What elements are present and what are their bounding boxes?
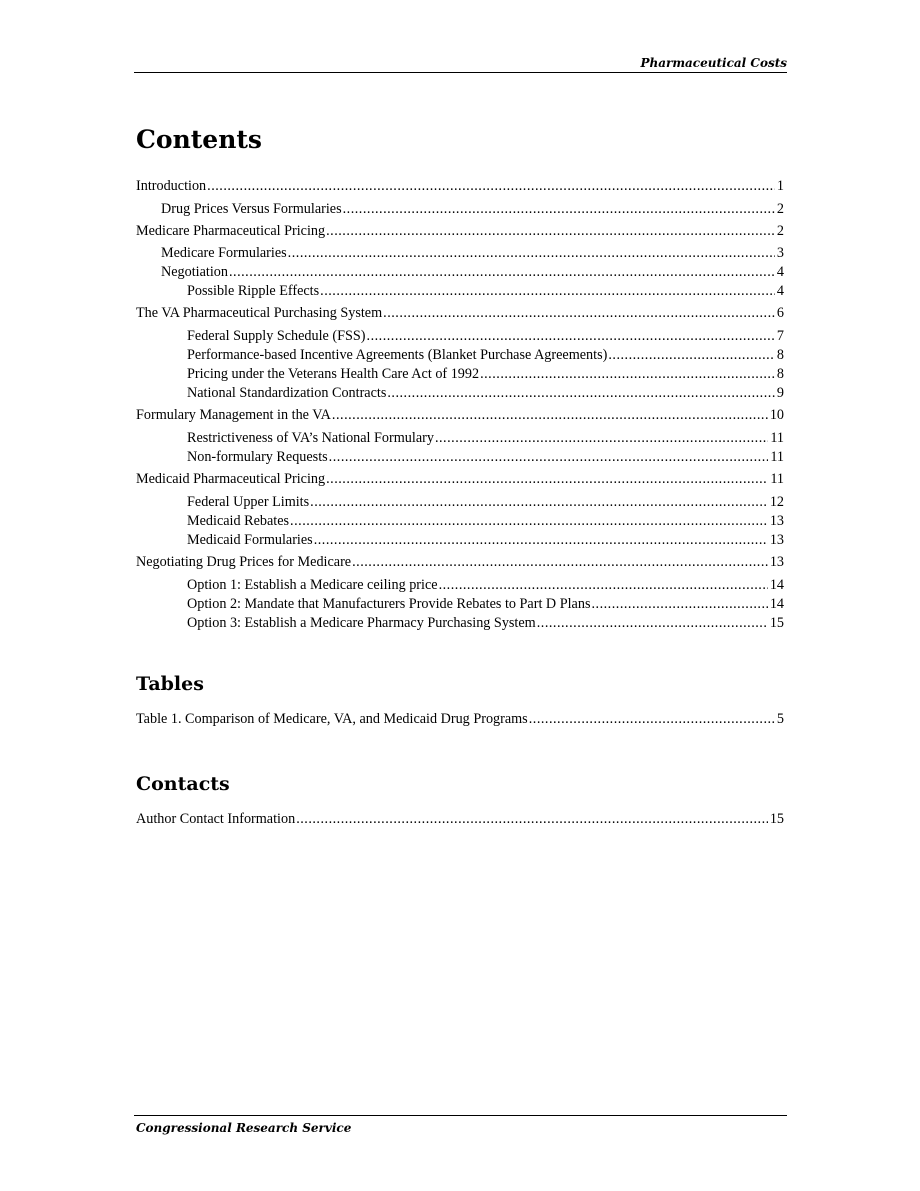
toc-leader-dots <box>332 406 768 424</box>
toc-entry-title: Federal Supply Schedule (FSS) <box>187 328 366 344</box>
toc-entry-formulary-management-in-va[interactable] <box>136 406 784 424</box>
toc-entry-table-1[interactable] <box>136 710 784 728</box>
toc-entry-medicare-pharmaceutical-pricing[interactable] <box>136 222 784 240</box>
contents-heading: Contents <box>136 125 263 154</box>
footer-rule <box>134 1115 787 1116</box>
toc-leader-dots <box>288 244 775 262</box>
toc-entry-medicaid-formularies[interactable] <box>187 531 784 549</box>
toc-entry-author-contact-information[interactable] <box>136 810 784 828</box>
toc-entry-page: 13 <box>769 513 784 529</box>
toc-entry-page: 4 <box>776 264 784 280</box>
toc-entry-page: 12 <box>769 494 784 510</box>
toc-entry-title: Federal Upper Limits <box>187 494 310 510</box>
toc-entry-title: Introduction <box>136 178 207 194</box>
toc-entry-page: 9 <box>776 385 784 401</box>
toc-leader-dots <box>320 282 775 300</box>
tables-heading: Tables <box>136 673 204 695</box>
toc-entry-restrictiveness-of-va-national-formulary[interactable] <box>187 429 784 447</box>
toc-entry-title: Author Contact Information <box>136 811 296 827</box>
toc-entry-title: Pricing under the Veterans Health Care Act of 1992 <box>187 366 480 382</box>
toc-entry-page: 5 <box>776 711 784 727</box>
toc-entry-page: 2 <box>776 223 784 239</box>
toc-leader-dots <box>229 263 775 281</box>
toc-entry-page: 13 <box>769 532 784 548</box>
toc-entry-negotiating-drug-prices-for-medicare[interactable] <box>136 553 784 571</box>
running-footer: Congressional Research Service <box>136 1121 352 1135</box>
toc-leader-dots <box>310 493 768 511</box>
toc-entry-title: Possible Ripple Effects <box>187 283 320 299</box>
toc-entry-va-pharmaceutical-purchasing-system[interactable] <box>136 304 784 322</box>
header-rule <box>134 72 787 73</box>
toc-entry-federal-supply-schedule[interactable] <box>187 327 784 345</box>
toc-entry-title: Medicaid Formularies <box>187 532 313 548</box>
toc-entry-page: 7 <box>776 328 784 344</box>
toc-entry-title: Table 1. Comparison of Medicare, VA, and Medicaid Drug Programs <box>136 711 528 727</box>
toc-entry-title: Performance-based Incentive Agreements (Blanket Purchase Agreements) <box>187 347 608 363</box>
toc-entry-title: Non-formulary Requests <box>187 449 328 465</box>
toc-entry-page: 4 <box>776 283 784 299</box>
toc-leader-dots <box>352 553 768 571</box>
toc-leader-dots <box>591 595 767 613</box>
toc-leader-dots <box>207 177 775 195</box>
contacts-heading: Contacts <box>136 773 230 795</box>
toc-entry-title: Formulary Management in the VA <box>136 407 331 423</box>
toc-entry-possible-ripple-effects[interactable] <box>187 282 784 300</box>
toc-entry-page: 13 <box>769 554 784 570</box>
toc-entry-option-1[interactable] <box>187 576 784 594</box>
toc-entry-option-3[interactable] <box>187 614 784 632</box>
toc-entry-non-formulary-requests[interactable] <box>187 448 784 466</box>
toc-leader-dots <box>314 531 768 549</box>
toc-leader-dots <box>326 222 775 240</box>
toc-entry-page: 11 <box>770 471 784 487</box>
toc-leader-dots <box>480 365 775 383</box>
toc-entry-page: 15 <box>769 615 784 631</box>
toc-entry-national-standardization-contracts[interactable] <box>187 384 784 402</box>
toc-entry-medicaid-rebates[interactable] <box>187 512 784 530</box>
toc-entry-title: Drug Prices Versus Formularies <box>161 201 342 217</box>
toc-entry-option-2[interactable] <box>187 595 784 613</box>
toc-leader-dots <box>343 200 775 218</box>
toc-entry-page: 8 <box>776 347 784 363</box>
toc-leader-dots <box>290 512 768 530</box>
toc-entry-federal-upper-limits[interactable] <box>187 493 784 511</box>
toc-entry-page: 11 <box>770 449 784 465</box>
toc-entry-title: Medicare Pharmaceutical Pricing <box>136 223 326 239</box>
toc-entry-title: Option 1: Establish a Medicare ceiling price <box>187 577 438 593</box>
toc-leader-dots <box>326 470 768 488</box>
toc-entry-title: Negotiating Drug Prices for Medicare <box>136 554 352 570</box>
toc-entry-title: Option 2: Mandate that Manufacturers Provide Rebates to Part D Plans <box>187 596 591 612</box>
toc-entry-page: 1 <box>776 178 784 194</box>
toc-entry-page: 14 <box>769 596 784 612</box>
toc-entry-page: 11 <box>770 430 784 446</box>
toc-entry-title: Medicare Formularies <box>161 245 287 261</box>
running-header: Pharmaceutical Costs <box>640 56 787 70</box>
toc-leader-dots <box>608 346 775 364</box>
toc-entry-performance-based-incentive-agreements[interactable] <box>187 346 784 364</box>
toc-entry-medicaid-pharmaceutical-pricing[interactable] <box>136 470 784 488</box>
toc-leader-dots <box>435 429 768 447</box>
toc-entry-introduction[interactable] <box>136 177 784 195</box>
toc-entry-title: Option 3: Establish a Medicare Pharmacy Purchasing System <box>187 615 536 631</box>
toc-entry-title: Medicaid Rebates <box>187 513 290 529</box>
toc-entry-negotiation[interactable] <box>161 263 784 281</box>
toc-entry-page: 8 <box>776 366 784 382</box>
toc-leader-dots <box>529 710 775 728</box>
toc-entry-page: 6 <box>776 305 784 321</box>
toc-entry-title: National Standardization Contracts <box>187 385 387 401</box>
toc-entry-page: 14 <box>769 577 784 593</box>
toc-entry-page: 10 <box>769 407 784 423</box>
toc-leader-dots <box>387 384 775 402</box>
toc-entry-title: The VA Pharmaceutical Purchasing System <box>136 305 383 321</box>
toc-leader-dots <box>367 327 775 345</box>
toc-leader-dots <box>296 810 768 828</box>
toc-entry-page: 3 <box>776 245 784 261</box>
toc-entry-title: Restrictiveness of VA’s National Formulary <box>187 430 434 446</box>
toc-entry-title: Medicaid Pharmaceutical Pricing <box>136 471 326 487</box>
toc-leader-dots <box>537 614 768 632</box>
toc-entry-title: Negotiation <box>161 264 228 280</box>
toc-leader-dots <box>383 304 775 322</box>
toc-entry-page: 15 <box>769 811 784 827</box>
toc-entry-medicare-formularies[interactable] <box>161 244 784 262</box>
toc-entry-pricing-under-veterans-health-care-act[interactable] <box>187 365 784 383</box>
toc-leader-dots <box>329 448 769 466</box>
toc-leader-dots <box>439 576 768 594</box>
toc-entry-drug-prices-versus-formularies[interactable] <box>161 200 784 218</box>
toc-entry-page: 2 <box>776 201 784 217</box>
